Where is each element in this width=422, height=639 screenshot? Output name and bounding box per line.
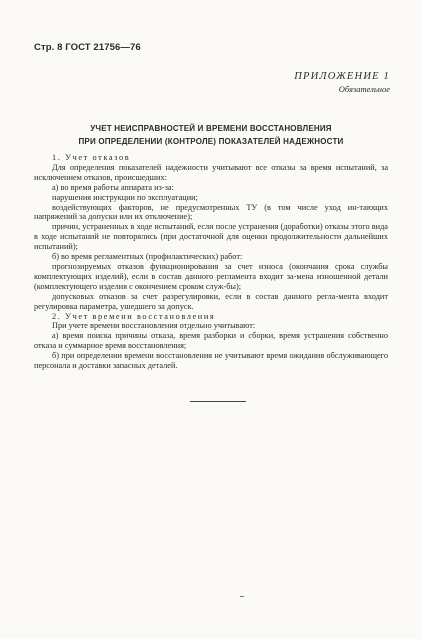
list-item: б) при определении времени восстановления не учитывают время ожидания обслуживающего персонала и доставки запасных деталей. — [34, 351, 388, 371]
paragraph: Для определения показателей надежности учитывают все отказы за время испытаний, за исключением отказов, происшедших: — [34, 162, 388, 182]
list-item: прогнозируемых отказов функционирования за счет износа (окончания срока службы комплектующих изделий), если в состав данного регламента входит за-мена изношенной детали (комплектующего изделия с окончением сроком служ-бы); — [34, 261, 388, 291]
page-header: Стр. 8 ГОСТ 21756—76 — [34, 42, 141, 53]
end-rule — [190, 401, 246, 402]
appendix-label — [294, 70, 390, 95]
page-mark — [240, 596, 244, 597]
list-item: допусковых отказов за счет разрегулировки, если в состав данного регла-мента входит регулировка параметра, ушедшего за допуск. — [34, 291, 388, 311]
list-item: а) во время работы аппарата из-за: — [52, 182, 174, 192]
title-line-1: УЧЕТ НЕИСПРАВНОСТЕЙ И ВРЕМЕНИ ВОССТАНОВЛЕНИЯ — [90, 124, 332, 133]
list-item: воздействующих факторов, не предусмотренных ТУ (в том числе уход ин-тающих напряжений за допуски или их отключение); — [34, 202, 388, 222]
section-heading-recovery-time: 2. Учет времени восстановления — [52, 311, 216, 321]
document-title — [30, 122, 392, 148]
appendix-subtitle: Обязательное — [338, 84, 390, 94]
appendix-title: ПРИЛОЖЕНИЕ 1 — [294, 71, 390, 82]
title-line-2: ПРИ ОПРЕДЕЛЕНИИ (КОНТРОЛЕ) ПОКАЗАТЕЛЕЙ НАДЕЖНОСТИ — [78, 137, 344, 146]
list-item: а) время поиска причины отказа, время разборки и сборки, время устранения собственно отказа и суммарное время восстановления; — [34, 331, 388, 351]
list-item: причин, устраненных в ходе испытаний, если после устранения (доработки) отказы этого вида в ходе испытаний не повторялись (при достаточной для оценки продолжительности дальнейших испытаний); — [34, 222, 388, 252]
list-item: б) во время регламентных (профилактических) работ: — [52, 252, 243, 262]
list-item: нарушения инструкции по эксплуатации; — [52, 192, 198, 202]
paragraph: При учете времени восстановления отдельно учитывают: — [52, 321, 256, 331]
section-heading-failures: 1. Учет отказов — [52, 153, 131, 162]
body-text — [34, 153, 388, 371]
